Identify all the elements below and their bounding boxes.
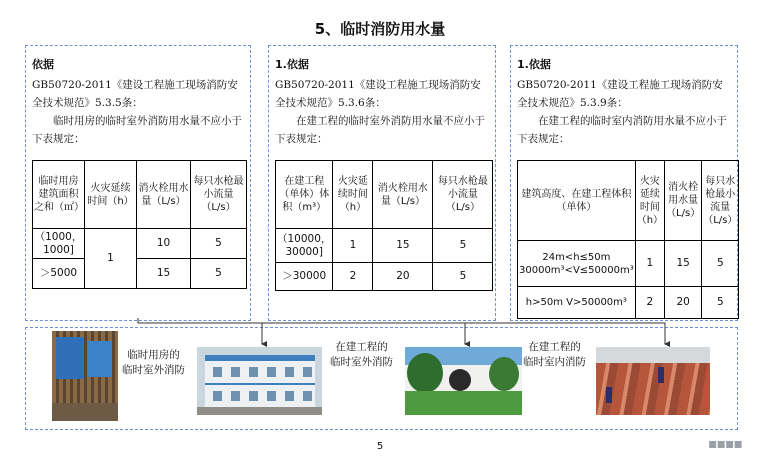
table-cell: （1000，1000] [33, 229, 85, 259]
table-cell: 20 [665, 287, 702, 319]
header-cell: 消火栓用水量（L/s） [373, 161, 433, 229]
table-cell: 5 [191, 259, 247, 289]
table-cell: h>50m V>50000m³ [518, 287, 636, 319]
header-cell: 每只水枪最小流量（L/s） [433, 161, 493, 229]
header-cell: 建筑高度、在建工程体积（单体） [518, 161, 636, 241]
site-fence-photo [52, 331, 118, 421]
table-cell: 5 [433, 229, 493, 263]
table-cell: 5 [702, 241, 739, 287]
caption-line: 临时室内消防 [523, 356, 586, 368]
header-cell: 消火栓用水量（L/s） [137, 161, 191, 229]
caption-line: 在建工程的 [335, 341, 388, 353]
temporary-housing-photo [197, 347, 322, 415]
panel-heading: 1.依据 [275, 58, 309, 71]
header-cell: 火灾延续时间（h） [635, 161, 664, 241]
requirement-text: 在建工程的临时室外消防用水量不应小于下表规定： [275, 115, 485, 145]
table-cell: 1 [85, 229, 137, 289]
header-cell: 临时用房建筑面积之和（㎡） [33, 161, 85, 229]
header-cell: 火灾延续时间（h） [333, 161, 373, 229]
table-cell: 5 [433, 263, 493, 291]
header-cell: 每只水枪最小流量（L/s） [191, 161, 247, 229]
table-cell: 15 [137, 259, 191, 289]
standard-reference: GB50720-2011《建设工程施工现场消防安全技术规范》5.3.9条： [517, 79, 723, 109]
caption-line: 临时用房的 [127, 349, 180, 361]
table-cell: 1 [333, 229, 373, 263]
table-cell: 15 [665, 241, 702, 287]
header-cell: 消火栓用水量（L/s） [665, 161, 702, 241]
table-cell: 5 [191, 229, 247, 259]
header-cell: 每只水枪最小流量（L/s） [702, 161, 739, 241]
header-cell: 火灾延续时间（h） [85, 161, 137, 229]
table-cell: 20 [373, 263, 433, 291]
panel-heading: 1.依据 [517, 58, 551, 71]
corner-decoration: ▪▪▪▪ [708, 436, 742, 452]
table-cell: 15 [373, 229, 433, 263]
construction-deck-photo [596, 347, 710, 415]
panel-heading: 依据 [32, 58, 54, 71]
standard-reference: GB50720-2011《建设工程施工现场消防安全技术规范》5.3.5条： [32, 79, 238, 109]
caption-line: 临时室外消防 [330, 356, 393, 368]
caption-line: 临时室外消防 [122, 364, 185, 376]
table-cell: 24m<h≤50m 30000m³<V≤50000m³ [518, 241, 636, 287]
table-cell: ＞5000 [33, 259, 85, 289]
caption-building-outdoor [330, 340, 393, 370]
requirement-text: 临时用房的临时室外消防用水量不应小于下表规定： [32, 115, 242, 145]
garden-wall-photo [405, 347, 522, 415]
table-cell: 5 [702, 287, 739, 319]
requirement-text: 在建工程的临时室内消防用水量不应小于下表规定： [517, 115, 727, 145]
page-number: 5 [376, 441, 384, 452]
table-cell: 2 [635, 287, 664, 319]
page-title: 5、临时消防用水量 [314, 20, 446, 38]
table-cell: ＞30000 [276, 263, 333, 291]
table-cell: 10 [137, 229, 191, 259]
caption-building-indoor [523, 340, 586, 370]
caption-housing-outdoor [122, 348, 185, 378]
caption-line: 在建工程的 [528, 341, 581, 353]
table-cell: 2 [333, 263, 373, 291]
table-cell: 1 [635, 241, 664, 287]
table-cell: （10000，30000] [276, 229, 333, 263]
header-cell: 在建工程（单体）体积（m³） [276, 161, 333, 229]
standard-reference: GB50720-2011《建设工程施工现场消防安全技术规范》5.3.6条： [275, 79, 481, 109]
